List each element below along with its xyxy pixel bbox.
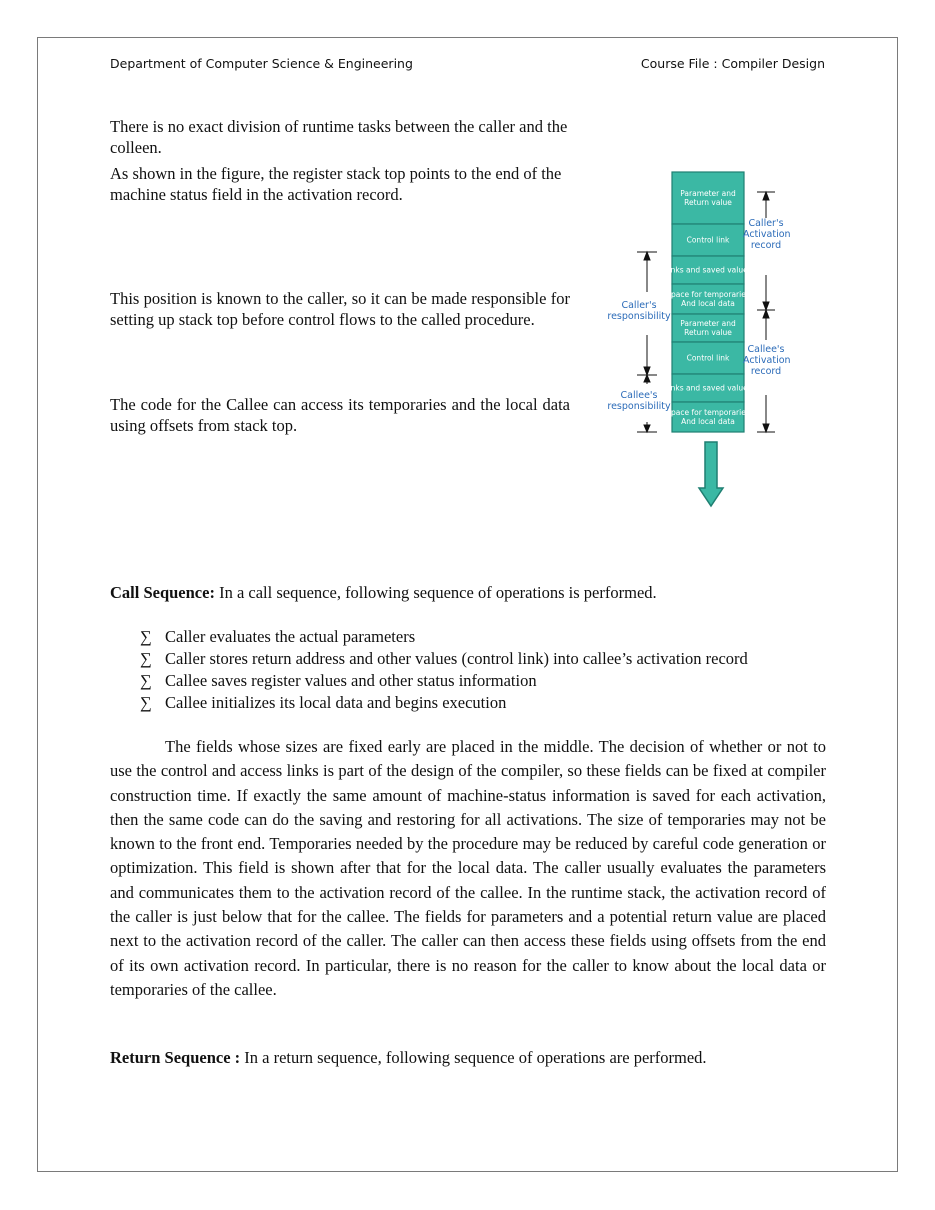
bullet-sigma-icon: ∑ (140, 649, 152, 668)
bullet-sigma-icon: ∑ (140, 627, 152, 646)
return-sequence-title: Return Sequence : (110, 1048, 241, 1067)
label-callers-responsibility: Caller's responsibility (607, 300, 671, 322)
stack-boxes (664, 172, 751, 432)
list-item (140, 648, 748, 670)
intro-paragraph-1: There is no exact division of runtime tasks between the caller and the colleen. (110, 117, 568, 157)
label-callers-activation-record: Caller's Activation record (743, 218, 791, 251)
intro-paragraph-2: As shown in the figure, the register stack top points to the end of the machine status field in the activation record. (110, 164, 562, 204)
intro-paragraph-3: This position is known to the caller, so it can be made responsible for setting up stack top before control flows to the called procedure. (110, 289, 570, 329)
return-sequence-text: In a return sequence, following sequence of operations are performed. (240, 1048, 707, 1067)
return-sequence-heading (110, 1047, 707, 1068)
stack-box-label: Parameter and Return value (680, 189, 736, 207)
list-item (140, 692, 748, 714)
stack-box-label: Links and saved values (664, 265, 752, 275)
list-item-text: Caller evaluates the actual parameters (165, 627, 416, 646)
call-sequence-list (140, 626, 748, 714)
stack-growth-arrow (699, 442, 723, 506)
body-paragraph: The fields whose sizes are fixed early are placed in the middle. The decision of whether or not to use the control and access links is part of the design of the compiler, so these fields can be fixed at compiler construction time. If exactly the same amount of machine-status information is saved for each activation, then the same code can do the saving and restoring for all activations. The size of temporaries may not be known to the front end. Temporaries needed by the procedure may be reduced by careful code generation or optimization. This field is shown after that for the local data. The caller usually evaluates the parameters and communicates them to the activation record of the callee. In the runtime stack, the activation record of the caller is just below that for the callee. The fields for parameters and a potential return value are placed next to the activation record of the caller. The caller can then access these fields using offsets from the end of its own activation record. In particular, there is no reason for the caller to know about the local data or temporaries of the callee. (110, 737, 826, 999)
list-item (140, 626, 748, 648)
caller-activation-bracket (757, 192, 775, 310)
header-department: Department of Computer Science & Engineering (110, 56, 413, 71)
call-sequence-title: Call Sequence: (110, 583, 215, 602)
stack-box-label: Parameter and Return value (680, 319, 736, 337)
bullet-sigma-icon: ∑ (140, 671, 152, 690)
stack-box-label: Space for temporaries And local data (666, 408, 750, 426)
bullet-sigma-icon: ∑ (140, 693, 152, 712)
stack-box-label: Links and saved values (664, 383, 752, 393)
stack-box-label: Space for temporaries And local data (666, 290, 750, 308)
list-item-text: Callee initializes its local data and begins execution (165, 693, 507, 712)
label-callees-responsibility: Callee's responsibility (607, 390, 671, 412)
list-item-text: Caller stores return address and other values (control link) into callee’s activation record (165, 649, 748, 668)
call-sequence-text: In a call sequence, following sequence of operations is performed. (214, 583, 657, 602)
intro-paragraph-4: The code for the Callee can access its temporaries and the local data using offsets from stack top. (110, 395, 570, 435)
label-callees-activation-record: Callee's Activation record (743, 344, 791, 377)
list-item-text: Callee saves register values and other status information (165, 671, 537, 690)
header-course: Course File : Compiler Design (640, 56, 825, 71)
list-item (140, 670, 748, 692)
stack-box-label: Control link (686, 235, 730, 245)
stack-box-label: Control link (686, 353, 730, 363)
activation-record-diagram (607, 170, 791, 510)
call-sequence-heading (110, 582, 657, 603)
